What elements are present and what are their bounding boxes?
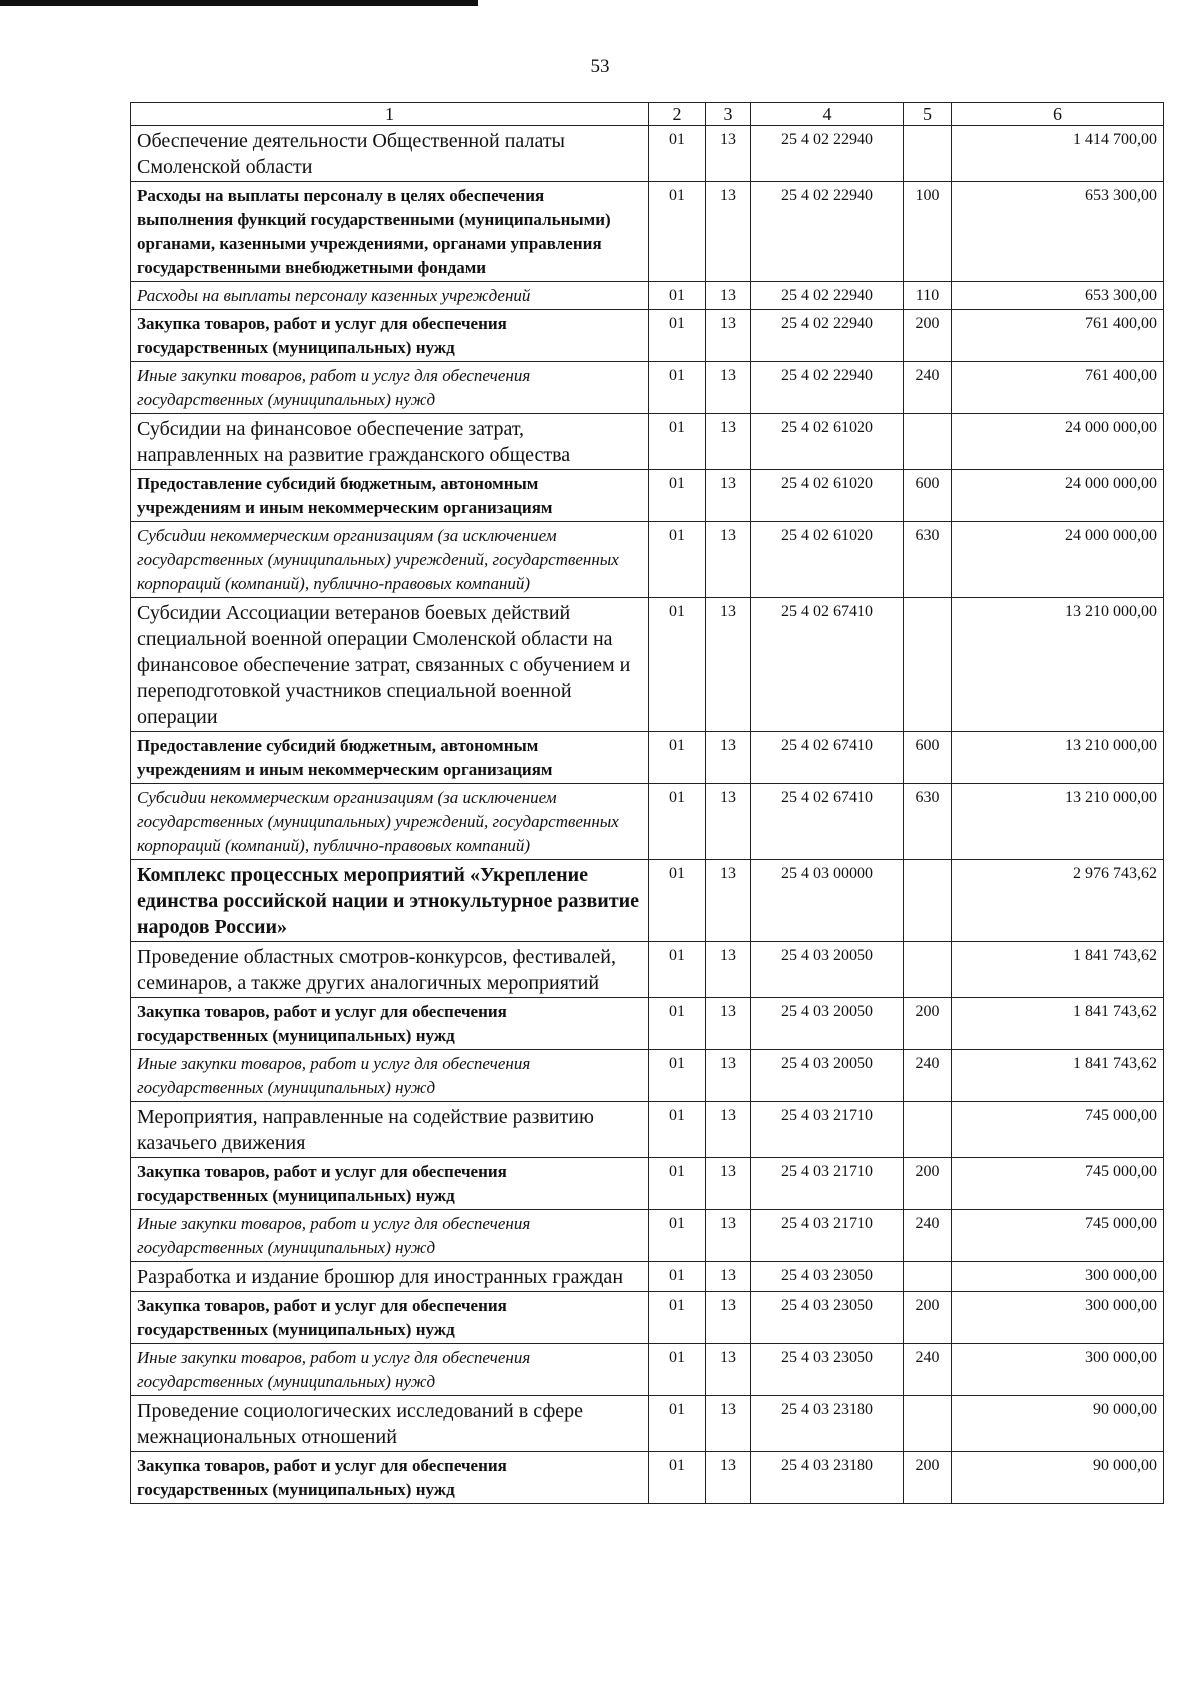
row-target-code-cell: 25 4 03 20050 [751,1050,904,1102]
table-row [131,1102,1164,1158]
row-expense-type-cell: 200 [904,1158,952,1210]
row-section-cell: 01 [649,310,706,362]
row-target-code-cell: 25 4 02 22940 [751,126,904,182]
row-amount-cell: 300 000,00 [952,1292,1164,1344]
table-row [131,1050,1164,1102]
row-name-cell: Разработка и издание брошюр для иностранных граждан [131,1262,649,1292]
table-row [131,182,1164,282]
row-name-cell: Обеспечение деятельности Общественной палаты Смоленской области [131,126,649,182]
row-target-code-cell: 25 4 03 00000 [751,860,904,942]
table-row [131,1158,1164,1210]
row-amount-cell: 745 000,00 [952,1210,1164,1262]
table-row [131,942,1164,998]
row-subsection-cell: 13 [706,1452,751,1504]
row-expense-type-cell: 240 [904,362,952,414]
row-subsection-cell: 13 [706,1292,751,1344]
row-expense-type-cell [904,1102,952,1158]
row-amount-cell: 1 414 700,00 [952,126,1164,182]
row-name-cell: Закупка товаров, работ и услуг для обеспечения государственных (муниципальных) нужд [131,310,649,362]
row-subsection-cell: 13 [706,860,751,942]
row-amount-cell: 745 000,00 [952,1158,1164,1210]
row-name-cell: Субсидии на финансовое обеспечение затрат, направленных на развитие гражданского общества [131,414,649,470]
table-row [131,522,1164,598]
table-row [131,126,1164,182]
table-row [131,282,1164,310]
row-target-code-cell: 25 4 03 21710 [751,1102,904,1158]
row-expense-type-cell: 200 [904,998,952,1050]
row-section-cell: 01 [649,732,706,784]
row-name-cell: Субсидии некоммерческим организациям (за исключением государственных (муниципальных) учреждений, государственных корпораций (компаний), публично-правовых компаний) [131,522,649,598]
row-target-code-cell: 25 4 03 21710 [751,1210,904,1262]
row-expense-type-cell: 200 [904,1292,952,1344]
row-section-cell: 01 [649,282,706,310]
table-row [131,598,1164,732]
row-section-cell: 01 [649,598,706,732]
row-expense-type-cell: 240 [904,1050,952,1102]
table-row [131,784,1164,860]
row-name-cell: Мероприятия, направленные на содействие развитию казачьего движения [131,1102,649,1158]
row-amount-cell: 13 210 000,00 [952,598,1164,732]
row-expense-type-cell: 100 [904,182,952,282]
table-row [131,1344,1164,1396]
row-amount-cell: 1 841 743,62 [952,998,1164,1050]
row-target-code-cell: 25 4 03 20050 [751,942,904,998]
row-subsection-cell: 13 [706,1262,751,1292]
row-amount-cell: 24 000 000,00 [952,414,1164,470]
row-target-code-cell: 25 4 03 20050 [751,998,904,1050]
row-target-code-cell: 25 4 03 23180 [751,1452,904,1504]
row-target-code-cell: 25 4 02 22940 [751,182,904,282]
row-section-cell: 01 [649,1050,706,1102]
row-target-code-cell: 25 4 02 22940 [751,362,904,414]
row-subsection-cell: 13 [706,1210,751,1262]
row-target-code-cell: 25 4 02 61020 [751,414,904,470]
row-section-cell: 01 [649,1396,706,1452]
row-target-code-cell: 25 4 02 67410 [751,598,904,732]
row-amount-cell: 24 000 000,00 [952,470,1164,522]
table-row [131,1396,1164,1452]
row-subsection-cell: 13 [706,598,751,732]
row-name-cell: Расходы на выплаты персоналу в целях обеспечения выполнения функций государственными (муниципальными) органами, казенными учреждениями, органами управления государственными внебюджетными фондами [131,182,649,282]
row-expense-type-cell [904,126,952,182]
row-section-cell: 01 [649,522,706,598]
row-amount-cell: 90 000,00 [952,1452,1164,1504]
row-amount-cell: 2 976 743,62 [952,860,1164,942]
row-subsection-cell: 13 [706,784,751,860]
row-subsection-cell: 13 [706,182,751,282]
row-expense-type-cell: 240 [904,1210,952,1262]
row-subsection-cell: 13 [706,1158,751,1210]
table-row [131,732,1164,784]
row-name-cell: Закупка товаров, работ и услуг для обеспечения государственных (муниципальных) нужд [131,998,649,1050]
header-col-3: 3 [706,103,751,126]
row-name-cell: Иные закупки товаров, работ и услуг для обеспечения государственных (муниципальных) нужд [131,362,649,414]
row-subsection-cell: 13 [706,414,751,470]
row-section-cell: 01 [649,1344,706,1396]
table-row [131,470,1164,522]
row-expense-type-cell [904,1262,952,1292]
row-target-code-cell: 25 4 03 21710 [751,1158,904,1210]
row-expense-type-cell: 240 [904,1344,952,1396]
row-name-cell: Иные закупки товаров, работ и услуг для обеспечения государственных (муниципальных) нужд [131,1210,649,1262]
row-amount-cell: 653 300,00 [952,182,1164,282]
row-subsection-cell: 13 [706,470,751,522]
row-subsection-cell: 13 [706,1396,751,1452]
row-amount-cell: 745 000,00 [952,1102,1164,1158]
row-expense-type-cell: 600 [904,470,952,522]
row-amount-cell: 1 841 743,62 [952,1050,1164,1102]
row-subsection-cell: 13 [706,282,751,310]
row-amount-cell: 1 841 743,62 [952,942,1164,998]
row-amount-cell: 761 400,00 [952,362,1164,414]
row-name-cell: Предоставление субсидий бюджетным, автономным учреждениям и иным некоммерческим организациям [131,732,649,784]
row-name-cell: Субсидии некоммерческим организациям (за исключением государственных (муниципальных) учреждений, государственных корпораций (компаний), публично-правовых компаний) [131,784,649,860]
row-expense-type-cell [904,860,952,942]
row-section-cell: 01 [649,1158,706,1210]
row-name-cell: Предоставление субсидий бюджетным, автономным учреждениям и иным некоммерческим организациям [131,470,649,522]
row-name-cell: Проведение областных смотров-конкурсов, фестивалей, семинаров, а также других аналогичных мероприятий [131,942,649,998]
row-section-cell: 01 [649,126,706,182]
row-section-cell: 01 [649,1262,706,1292]
row-expense-type-cell: 630 [904,522,952,598]
row-name-cell: Проведение социологических исследований в сфере межнациональных отношений [131,1396,649,1452]
row-section-cell: 01 [649,784,706,860]
row-expense-type-cell [904,942,952,998]
row-subsection-cell: 13 [706,732,751,784]
table-row [131,362,1164,414]
table-row [131,414,1164,470]
row-section-cell: 01 [649,470,706,522]
row-name-cell: Иные закупки товаров, работ и услуг для обеспечения государственных (муниципальных) нужд [131,1050,649,1102]
row-target-code-cell: 25 4 03 23050 [751,1262,904,1292]
row-target-code-cell: 25 4 02 67410 [751,732,904,784]
row-subsection-cell: 13 [706,362,751,414]
row-target-code-cell: 25 4 02 22940 [751,282,904,310]
row-amount-cell: 13 210 000,00 [952,784,1164,860]
header-col-1: 1 [131,103,649,126]
table-row [131,1210,1164,1262]
row-name-cell: Закупка товаров, работ и услуг для обеспечения государственных (муниципальных) нужд [131,1158,649,1210]
row-amount-cell: 24 000 000,00 [952,522,1164,598]
row-section-cell: 01 [649,1452,706,1504]
row-name-cell: Закупка товаров, работ и услуг для обеспечения государственных (муниципальных) нужд [131,1452,649,1504]
table-row [131,860,1164,942]
row-amount-cell: 653 300,00 [952,282,1164,310]
row-expense-type-cell [904,1396,952,1452]
row-expense-type-cell: 200 [904,1452,952,1504]
row-expense-type-cell: 630 [904,784,952,860]
row-target-code-cell: 25 4 03 23180 [751,1396,904,1452]
row-expense-type-cell: 600 [904,732,952,784]
row-expense-type-cell: 110 [904,282,952,310]
row-expense-type-cell: 200 [904,310,952,362]
row-amount-cell: 761 400,00 [952,310,1164,362]
header-col-6: 6 [952,103,1164,126]
row-expense-type-cell [904,414,952,470]
row-target-code-cell: 25 4 02 22940 [751,310,904,362]
row-amount-cell: 13 210 000,00 [952,732,1164,784]
row-subsection-cell: 13 [706,998,751,1050]
row-subsection-cell: 13 [706,1344,751,1396]
row-subsection-cell: 13 [706,1102,751,1158]
row-name-cell: Комплекс процессных мероприятий «Укрепление единства российской нации и этнокультурное развитие народов России» [131,860,649,942]
row-section-cell: 01 [649,414,706,470]
header-col-4: 4 [751,103,904,126]
row-name-cell: Закупка товаров, работ и услуг для обеспечения государственных (муниципальных) нужд [131,1292,649,1344]
row-section-cell: 01 [649,1210,706,1262]
row-name-cell: Субсидии Ассоциации ветеранов боевых действий специальной военной операции Смоленской области на финансовое обеспечение затрат, связанных с обучением и переподготовкой участников специальной военной операции [131,598,649,732]
row-subsection-cell: 13 [706,310,751,362]
table-row [131,1292,1164,1344]
row-target-code-cell: 25 4 03 23050 [751,1344,904,1396]
row-subsection-cell: 13 [706,1050,751,1102]
header-col-5: 5 [904,103,952,126]
table-row [131,1262,1164,1292]
table-row [131,310,1164,362]
row-subsection-cell: 13 [706,522,751,598]
row-section-cell: 01 [649,998,706,1050]
row-name-cell: Иные закупки товаров, работ и услуг для обеспечения государственных (муниципальных) нужд [131,1344,649,1396]
table-row [131,998,1164,1050]
row-target-code-cell: 25 4 02 61020 [751,522,904,598]
table-header-row [131,103,1164,126]
row-section-cell: 01 [649,182,706,282]
row-target-code-cell: 25 4 02 61020 [751,470,904,522]
row-amount-cell: 300 000,00 [952,1344,1164,1396]
row-amount-cell: 90 000,00 [952,1396,1164,1452]
row-section-cell: 01 [649,1292,706,1344]
row-section-cell: 01 [649,860,706,942]
row-target-code-cell: 25 4 03 23050 [751,1292,904,1344]
table-row [131,1452,1164,1504]
row-section-cell: 01 [649,362,706,414]
budget-table [130,102,1164,1504]
row-subsection-cell: 13 [706,942,751,998]
row-name-cell: Расходы на выплаты персоналу казенных учреждений [131,282,649,310]
row-section-cell: 01 [649,942,706,998]
row-target-code-cell: 25 4 02 67410 [751,784,904,860]
scan-edge-mark [0,0,478,6]
row-expense-type-cell [904,598,952,732]
header-col-2: 2 [649,103,706,126]
row-section-cell: 01 [649,1102,706,1158]
page-number: 53 [590,56,610,77]
row-subsection-cell: 13 [706,126,751,182]
row-amount-cell: 300 000,00 [952,1262,1164,1292]
